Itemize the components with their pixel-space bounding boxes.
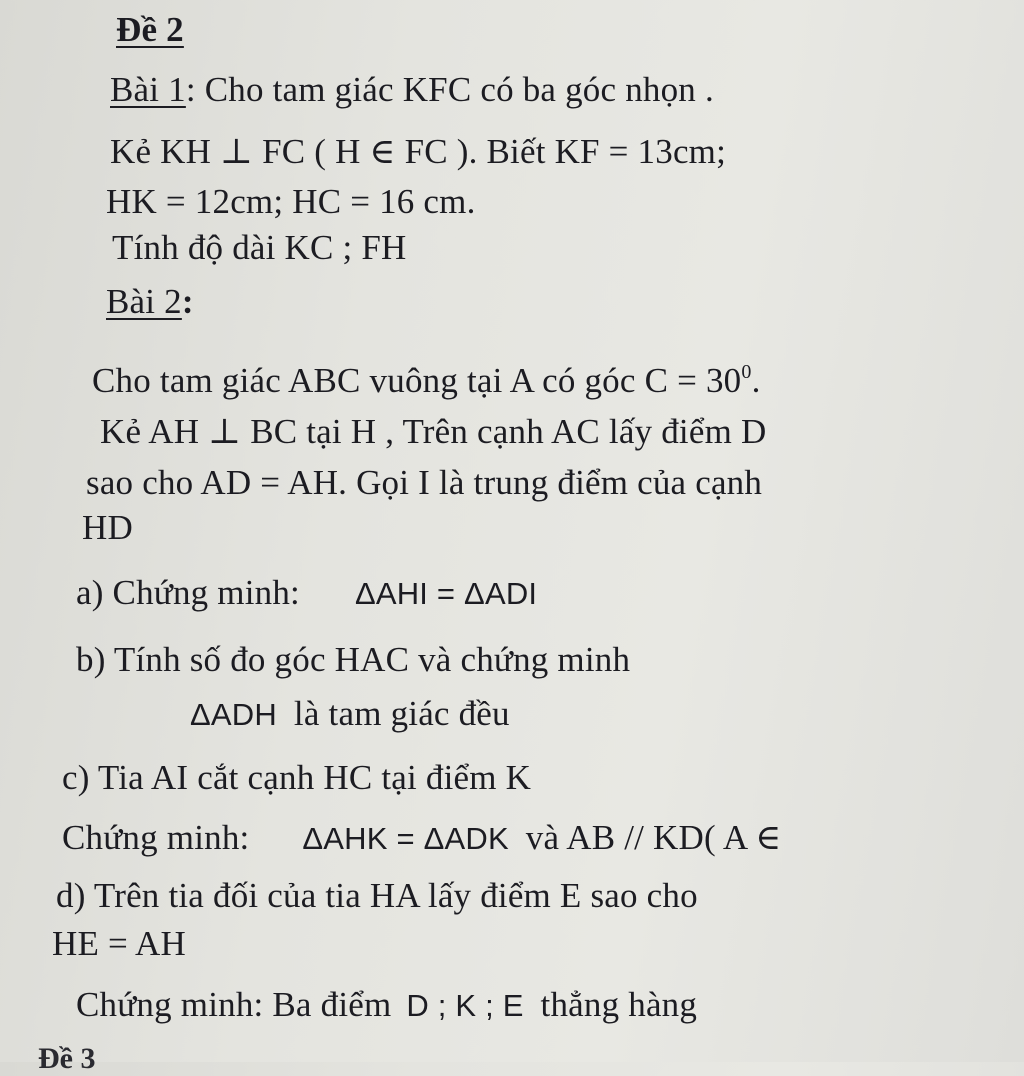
exam-title: Đề 2 [116,10,184,49]
problem-2-label: Bài 2 [106,282,182,321]
part-b-line-2 [190,694,510,735]
degree-superscript: 0 [741,361,752,383]
problem-1-line-4: Tính độ dài KC ; FH [112,228,407,267]
part-b-line-1: b) Tính số đo góc HAC và chứng minh [76,640,631,679]
problem-1-line-1 [110,70,714,110]
part-c-suffix: và AB // KD( A ∈ [525,818,782,857]
next-exam-title: Đề 3 [38,1042,96,1075]
problem-2-line-4: HD [82,508,133,547]
part-c-line-1: c) Tia AI cắt cạnh HC tại điểm K [62,758,532,797]
part-d-line-1: d) Trên tia đối của tia HA lấy điểm E sao cho [56,876,698,915]
problem-1-line-2: Kẻ KH ⊥ FC ( H ∈ FC ). Biết KF = 13cm; [110,132,727,171]
problem-1-text-1: : Cho tam giác KFC có ba góc nhọn . [185,70,714,109]
problem-2-text-1-end: . [751,361,761,400]
part-d-formula: D ; K ; E [406,988,524,1023]
part-c-formula: ΔAHK = ΔADK [302,821,509,856]
problem-2-text-1: Cho tam giác ABC vuông tại A có góc C = 30 [92,361,742,400]
part-a-formula: ΔAHI = ΔADI [354,576,538,611]
part-d-line-3 [76,985,697,1026]
part-d-suffix: thẳng hàng [540,985,698,1024]
problem-1-line-3: HK = 12cm; HC = 16 cm. [106,182,476,221]
problem-2-line-2: Kẻ AH ⊥ BC tại H , Trên cạnh AC lấy điểm D [100,412,767,451]
part-b-formula: ΔADH [190,697,277,732]
problem-2-label-suffix: : [181,282,194,321]
problem-2-heading [106,282,194,322]
part-c-prefix: Chứng minh: [62,818,250,857]
part-a [76,573,537,614]
problem-2-line-1 [92,352,761,401]
part-b-text: là tam giác đều [293,694,510,733]
part-a-prefix: a) Chứng minh: [76,573,300,612]
part-d-prefix: Chứng minh: Ba điểm [76,985,392,1024]
problem-1-label: Bài 1 [110,70,186,109]
problem-2-line-3: sao cho AD = AH. Gọi I là trung điểm của cạnh [86,463,763,502]
part-d-line-2: HE = AH [52,924,186,963]
part-c-line-2 [62,818,781,859]
